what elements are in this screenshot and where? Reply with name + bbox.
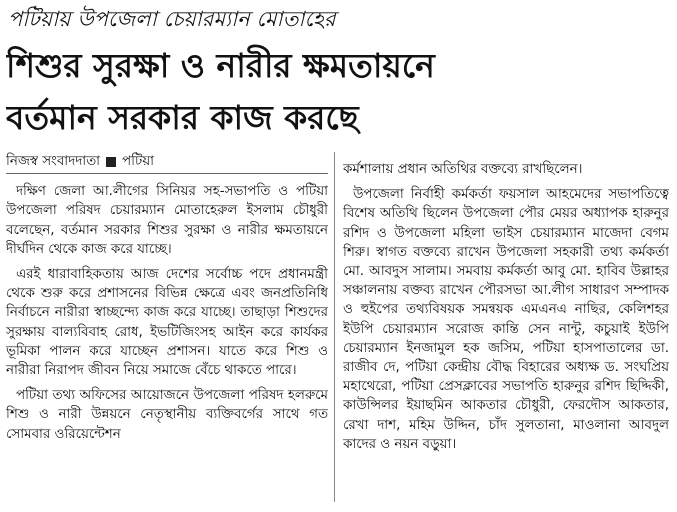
headline-line-2: বর্তমান সরকার কাজ করছে: [6, 98, 359, 137]
headline-line-1: শিশুর সুরক্ষা ও নারীর ক্ষমতায়নে: [6, 46, 435, 85]
paragraph: উপজেলা নির্বাহী কর্মকর্তা ফয়সাল আহমেদের সভাপতিত্বে বিশেষ অতিথি ছিলেন উপজেলা পৌর মেয়র অধ্যাপক হারুনুর রশিদ ও উপজেলা মহিলা ভাইস চেয়ারম্যান মাজেদা বেগম শিরু। স্বাগত বক্তব্যে রাখেন উপজেলা সহকারী তথ্য কর্মকর্তা মো. আবদুস সালাম। সমবায় কর্মকর্তা আবু মো. হাবিব উল্লাহর সঞ্চালনায় বক্তব্য রাখেন পৌরসভা আ.লীগ সাধারণ সম্পাদক ও হুইপের তথ্যবিষয়ক সমন্বয়ক এমএনএ নাছির, কেলিশহর ইউপি চেয়ারম্যান সরোজ কান্তি সেন নান্টু, কচুয়াই ইউপি চেয়ারম্যান ইনজামুল হক জসিম, পটিয়া হাসপাতালের ডা. রাজীব দে, পটিয়া কেন্দ্রীয় বৌদ্ধ বিহারের অধ্যক্ষ ড. সংঘপ্রিয় মহাথেরো, পটিয়া প্রেসক্লাবের সভাপতি হারুনুর রশিদ ছিদ্দিকী, কাউন্সিলর ইয়াছমিন আকতার চৌধুরী, ফেরদৌস আকতার, রেখা দাশ, মহিম উদ্দিন, চাঁদ সুলতানা, মাওলানা আবদুল কাদের ও নয়ন বড়ুয়া।: [343, 187, 669, 452]
column-divider: [334, 152, 335, 502]
paragraph: এরই ধারাবাহিকতায় আজ দেশের সর্বোচ্চ পদে প্রধানমন্ত্রী থেকে শুরু করে প্রশাসনের বিভিন্ন ক্ষেত্রে এবং জনপ্রতিনিধি নির্বাচনে নারীরা স্বাচ্ছন্দ্যে কাজ করে যাচ্ছে। তাছাড়া শিশুদের সুরক্ষায় বাল্যবিবাহ রোধ, ইভটিজিংসহ আইন করে কার্যকর ভূমিকা পালন করে যাচ্ছেন প্রশাসন। যাতে করে শিশু ও নারীরা নিরাপদ জীবন নিয়ে সমাজে বেঁচে থাকতে পারে।: [6, 267, 328, 379]
paragraph: দক্ষিণ জেলা আ.লীগের সিনিয়র সহ-সভাপতি ও পটিয়া উপজেলা পরিষদ চেয়ারম্যান মোতাহেরুল ইসলাম চৌধুরী বলেছেন, বর্তমান সরকার শিশুর সুরক্ষা ও নারীর ক্ষমতায়নে দীর্ঘদিন থেকে কাজ করে যাচ্ছে।: [6, 184, 328, 257]
byline: [6, 152, 328, 174]
article-right-column: [343, 160, 669, 512]
kicker-headline: পটিয়ায় উপজেলা চেয়ারম্যান মোতাহের: [8, 7, 336, 31]
square-bullet-icon: [106, 157, 116, 167]
byline-location: পটিয়া: [122, 154, 155, 169]
byline-reporter: নিজস্ব সংবাদদাতা: [6, 154, 101, 169]
paragraph: কর্মশালায় প্রধান অতিথির বক্তব্যে রাখছিলেন।: [343, 162, 583, 177]
main-headline: [6, 40, 671, 144]
paragraph: পটিয়া তথ্য অফিসের আয়োজনে উপজেলা পরিষদ হলরুমে শিশু ও নারী উন্নয়নে নেতৃস্থানীয় ব্যক্তিবর্গের সাথে গত সোমবার ওরিয়েন্টেশন: [6, 388, 328, 442]
article-left-column: [6, 152, 328, 504]
